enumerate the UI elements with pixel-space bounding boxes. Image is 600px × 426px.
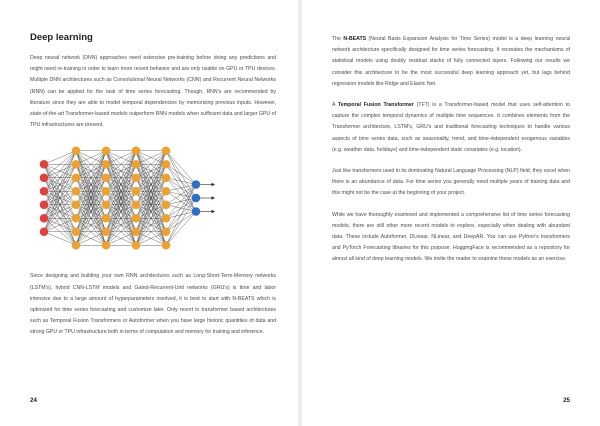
hidden-node — [72, 147, 81, 156]
hidden-node — [132, 241, 141, 250]
hidden-node — [132, 214, 141, 223]
input-node — [40, 187, 49, 196]
hidden-node — [102, 160, 111, 169]
network-edge — [166, 185, 196, 192]
network-edge — [166, 185, 196, 205]
hidden-node — [72, 228, 81, 237]
hidden-node — [102, 174, 111, 183]
hidden-node — [132, 187, 141, 196]
network-edge — [166, 198, 196, 245]
hidden-node — [162, 201, 171, 210]
transformers-paragraph: Just like transformers used in its dominating Natural Language Processing (NLP) field, they excel when there is an abundance of data. For time series you generally need multiple years of training data and this might not be the case at the beginning of your project. — [332, 168, 570, 197]
network-edge — [166, 185, 196, 219]
page-number-right: 25 — [563, 397, 570, 404]
output-node — [192, 194, 201, 203]
hidden-node — [72, 241, 81, 250]
neural-network-diagram — [30, 139, 220, 257]
input-node — [40, 228, 49, 237]
input-node — [40, 214, 49, 223]
tft-text-post: (TFT) is a Transformer-based model that uses self-attention to capture the complex temporal dynamics of multiple time sequences. It combines elements from the Transformer architecture, LSTM's, GRU's and traditional forecasting techniques to handle various aspects of time series data, such as seasonality, trend, and time-independent exogenous variables (e.g. weather data, holidays) and time-independent static covariates (e.g. location). — [332, 102, 571, 153]
output-arrowhead — [212, 183, 216, 187]
hidden-node — [72, 201, 81, 210]
hidden-node — [132, 228, 141, 237]
hidden-node — [72, 187, 81, 196]
tft-paragraph — [332, 100, 570, 156]
hidden-node — [162, 160, 171, 169]
hidden-node — [162, 174, 171, 183]
nbeats-text-post: (Neural Basis Expansion Analysis for Time Series) model is a deep learning neural network architecture specifically designed for time series forecasting. It recreates the mechanisms of statistical models using doubly residual stacks of fully connected layers. Following our results we consider this architecture to be the most successful deep learning approach yet, but lags behind regression models like Ridge and Elastic Net. — [332, 36, 570, 87]
hidden-node — [132, 147, 141, 156]
hidden-node — [72, 174, 81, 183]
left-page — [0, 0, 298, 426]
nbeats-term: N-BEATS — [343, 36, 367, 42]
network-edge — [44, 232, 76, 246]
hidden-node — [102, 201, 111, 210]
network-edge — [166, 185, 196, 232]
hidden-node — [102, 214, 111, 223]
network-edge — [166, 151, 196, 185]
nbeats-text-pre: The — [332, 36, 344, 42]
hidden-node — [102, 228, 111, 237]
output-arrowhead — [212, 197, 216, 201]
rnn-paragraph: Since designing and building your own RNN architectures such as Long-Short-Term-Memory networks (LSTM's), hybrid CNN-LSTM models and Gated-Recurrent-Unit networks (GRU's) is time and labor intensive due to a large amount of hyperparameters involved, it is best to start with N-BEATS which is optimized for time series forecasting and customize later. Only resort to transformer based architectures such as Temporal Fusion Transformers or Autoformer when you have large historic quantities of data and strong GPU or TPU infrastructure both in terms of computation and memory for training and inference. — [30, 273, 276, 336]
hidden-node — [162, 214, 171, 223]
section-heading: Deep learning — [30, 32, 93, 43]
hidden-node — [162, 147, 171, 156]
output-arrowhead — [212, 210, 216, 214]
hidden-node — [72, 214, 81, 223]
network-edge — [166, 185, 196, 246]
hidden-node — [72, 160, 81, 169]
input-node — [40, 160, 49, 169]
hidden-node — [132, 174, 141, 183]
network-edge — [166, 212, 196, 246]
hidden-node — [102, 241, 111, 250]
output-node — [192, 208, 201, 217]
hidden-node — [162, 187, 171, 196]
input-node — [40, 174, 49, 183]
nbeats-paragraph — [332, 34, 570, 90]
right-page — [302, 0, 600, 426]
hidden-node — [132, 201, 141, 210]
input-node — [40, 201, 49, 210]
hidden-node — [162, 241, 171, 250]
intro-paragraph: Deep neural network (DNN) approaches need extensive pre-training before doing any predictions and might need re-training in order to learn more recent behavior and are only usable on GPU or TPU devices. Multiple DNN architectures such as Convolutional Neural Networks (CNN) and Recurrent Neural Networks (RNN) can be applied for the task of time series forecasting. Though, RNN's are recommended by literature since they are able to model temporal dependencies by memorizing previous inputs. However, state-of-the-art Transformer-based models outperform RNN models when sufficient data and larger GPU of TPU infrastructures are present. — [30, 55, 276, 129]
hidden-node — [132, 160, 141, 169]
hidden-node — [102, 187, 111, 196]
output-node — [192, 181, 201, 190]
network-edge — [44, 151, 76, 192]
hidden-node — [102, 147, 111, 156]
tft-term: Temporal Fusion Transformer — [337, 102, 414, 109]
network-edge — [44, 151, 76, 219]
tft-text-pre: A — [332, 102, 338, 109]
hidden-node — [162, 228, 171, 237]
network-edge — [166, 178, 196, 185]
network-connections — [44, 151, 215, 246]
network-edge — [44, 151, 76, 165]
other-models-paragraph: While we have thoroughly examined and implemented a comprehensive list of time series forecasting models, there are still other more recent models to explore, especially when dealing with abundant data. These include Autoformer, DLinear, NLinear, and DeepAR. You can use Python's transformers and PyTorch Forecasting libraries for this purpose. HuggingFace is recommended as a repository for almost all kind of deep learning models. We invite the reader to examine these models as an exercise. — [332, 211, 570, 263]
page-number-left: 24 — [30, 397, 37, 404]
